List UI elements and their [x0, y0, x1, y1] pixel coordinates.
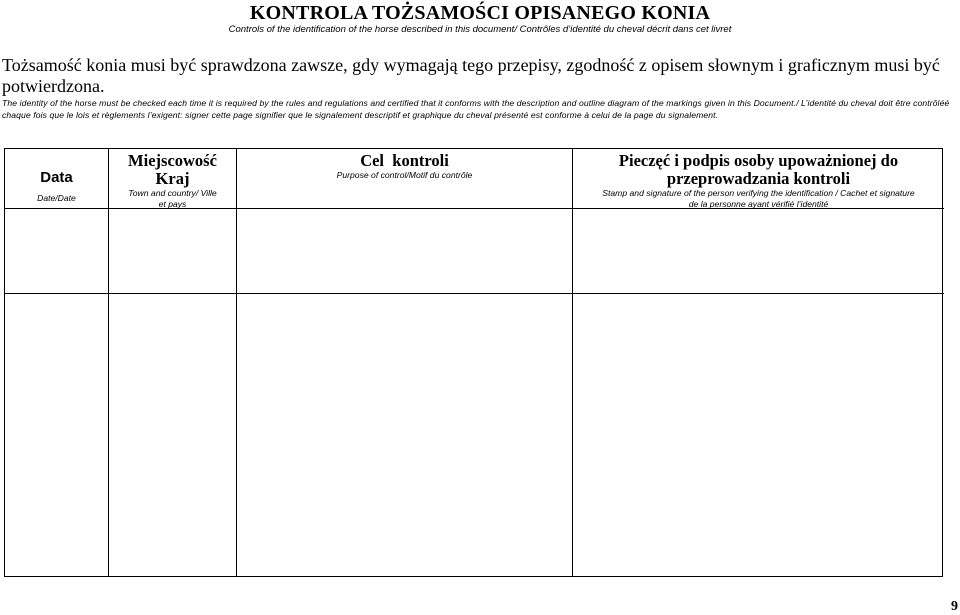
column-header-date — [5, 149, 109, 209]
column-title-purpose: Cel kontroli — [360, 151, 449, 170]
entry-1-purpose-cell[interactable] — [237, 209, 573, 294]
column-header-signature — [573, 149, 944, 209]
entry-2-place-cell[interactable] — [109, 294, 237, 576]
entry-1-date-cell[interactable] — [5, 209, 109, 294]
page-subtitle: Controls of the identification of the horse described in this document/ Contrôles d’identité du cheval décrit dans cet livret — [228, 24, 732, 35]
entry-1-signature-cell[interactable] — [573, 209, 944, 294]
column-title-date: Data — [40, 169, 73, 186]
intro-english-french-text: The identity of the horse must be checked each time it is required by the rules and regulations and certified that it conforms with the description and outline diagram of the markings given in this Document./ L’identité du cheval doit être contrôléé chaque fois que le lois et règlements l’exigent: signer cette page signifier que le signalement descriptif et graphique du cheval présenté est conforme à celui de la page du signalement. — [2, 98, 950, 120]
column-title-signature: Pieczęć i podpis osoby upoważnionej do przeprowadzania kontroli — [618, 151, 899, 188]
column-title-place: Miejscowość Kraj — [128, 151, 217, 188]
entry-2-purpose-cell[interactable] — [237, 294, 573, 576]
column-subtitle-signature: Stamp and signature of the person verifying the identification / Cachet et signature de la personne ayant vérifié l’identité — [602, 188, 915, 209]
column-subtitle-place: Town and country/ Ville et pays — [128, 188, 217, 209]
entry-2-date-cell[interactable] — [5, 294, 109, 576]
entry-1-place-cell[interactable] — [109, 209, 237, 294]
column-subtitle-date: Date/Date — [37, 193, 76, 203]
identification-control-table — [4, 148, 943, 577]
intro-polish-text: Tożsamość konia musi być sprawdzona zawsze, gdy wymagają tego przepisy, zgodność z opisem słownym i graficznym musi być potwierdzona. — [2, 55, 940, 96]
column-header-purpose — [237, 149, 573, 209]
page-title: KONTROLA TOŻSAMOŚCI OPISANEGO KONIA — [249, 2, 711, 24]
column-subtitle-purpose: Purpose of control/Motif du contrôle — [336, 170, 473, 180]
column-header-place — [109, 149, 237, 209]
entry-2-signature-cell[interactable] — [573, 294, 944, 576]
page-number: 9 — [951, 599, 958, 614]
